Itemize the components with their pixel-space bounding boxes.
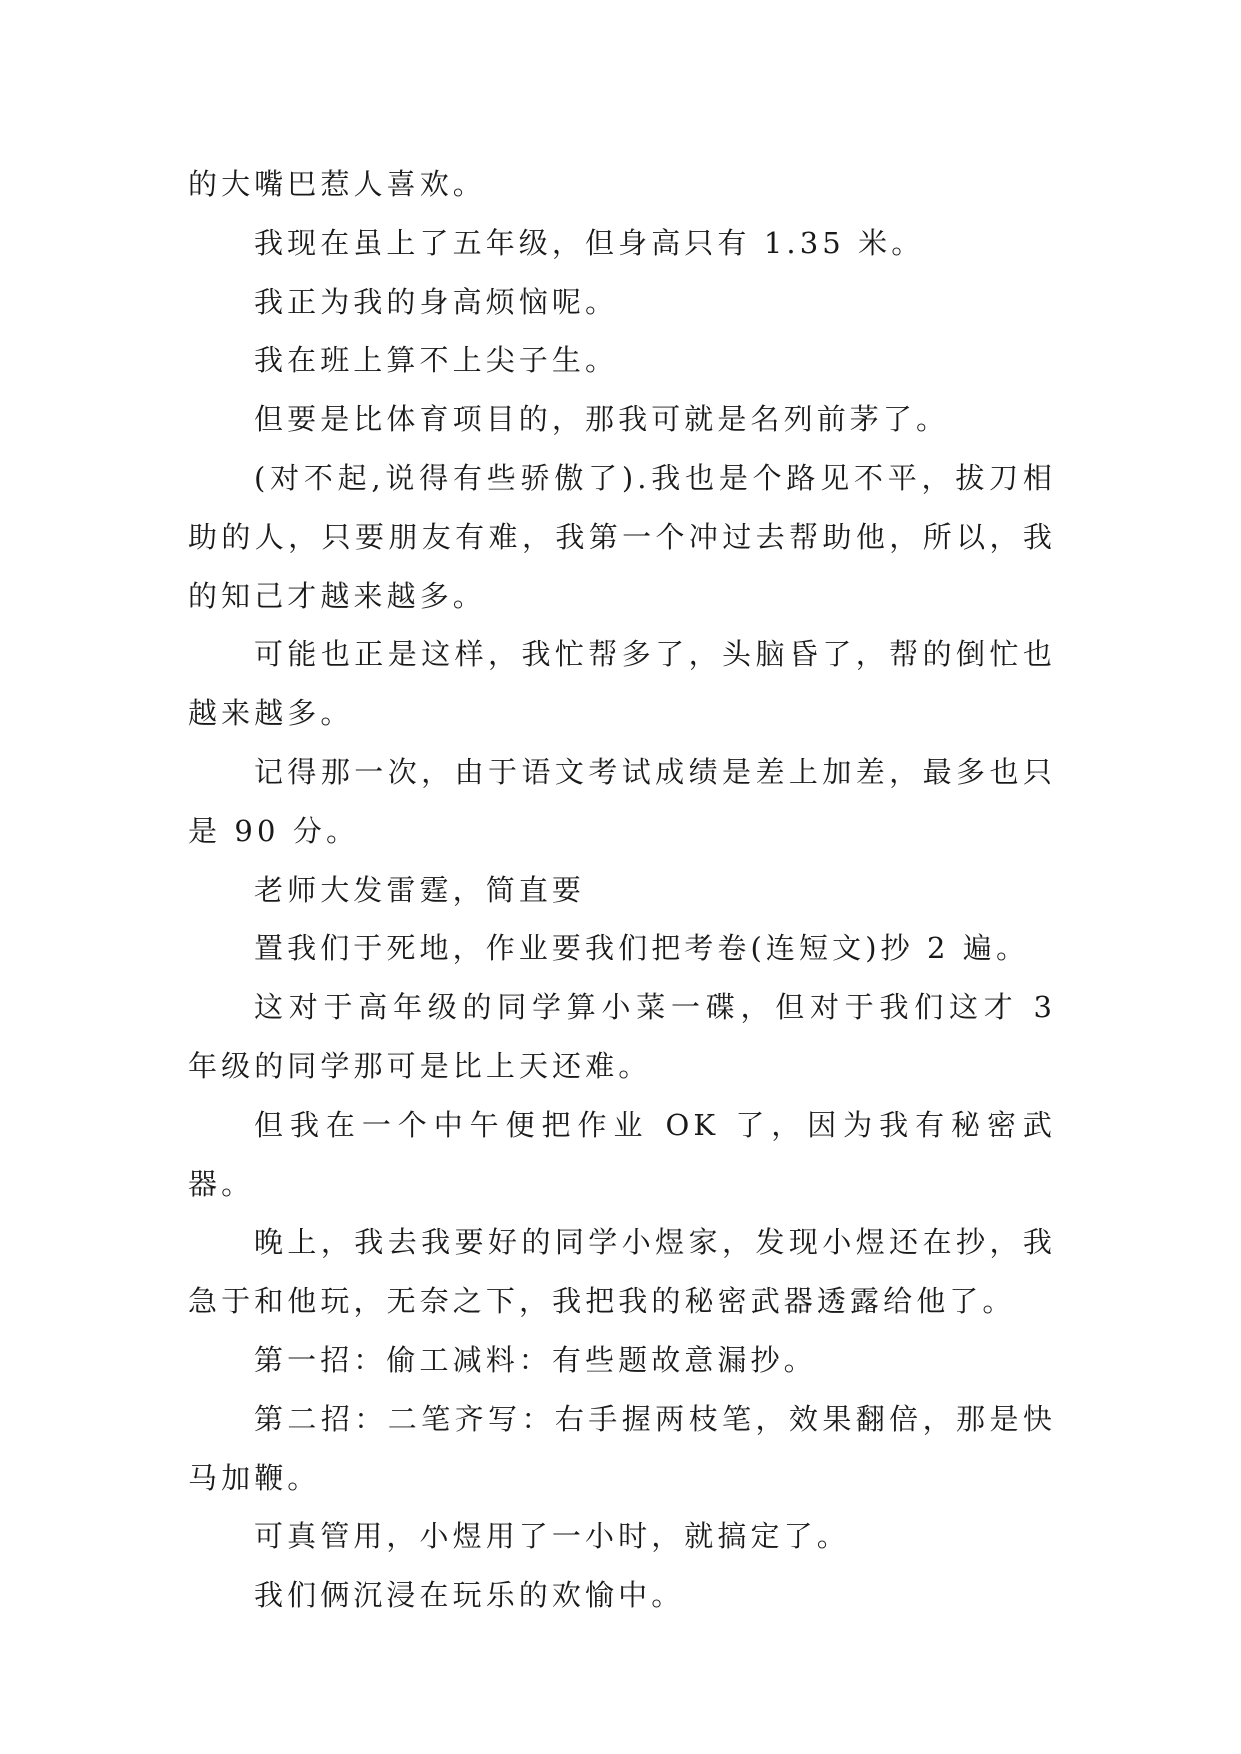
- paragraph: 我正为我的身高烦恼呢。: [254, 284, 619, 319]
- paragraph: 置我们于死地，作业要我们把考卷(连短文)抄 2 遍。: [254, 931, 1030, 966]
- paragraph: 的大嘴巴惹人喜欢。: [188, 167, 486, 201]
- paragraph: 我们俩沉浸在玩乐的欢愉中。: [254, 1578, 685, 1613]
- paragraph: 第二招：二笔齐写：右手握两枝笔，效果翻倍，那是快马加鞭。: [188, 1401, 1056, 1495]
- body-text: [188, 155, 1056, 1625]
- paragraph: 第一招：偷工减料：有些题故意漏抄。: [254, 1342, 817, 1377]
- paragraph: 记得那一次，由于语文考试成绩是差上加差，最多也只是 90 分。: [188, 754, 1056, 848]
- paragraph: (对不起,说得有些骄傲了).我也是个路见不平，拔刀相助的人，只要朋友有难，我第一个冲过去帮助他，所以，我的知己才越来越多。: [188, 460, 1056, 613]
- paragraph: 我在班上算不上尖子生。: [254, 343, 619, 378]
- paragraph: 这对于高年级的同学算小菜一碟，但对于我们这才 3 年级的同学那可是比上天还难。: [188, 990, 1056, 1083]
- paragraph: 但要是比体育项目的，那我可就是名列前茅了。: [254, 402, 950, 437]
- paragraph: 但我在一个中午便把作业 OK 了，因为我有秘密武器。: [188, 1107, 1056, 1201]
- paragraph: 我现在虽上了五年级，但身高只有 1.35 米。: [254, 225, 925, 260]
- paragraph: 晚上，我去我要好的同学小煜家，发现小煜还在抄，我急于和他玩，无奈之下，我把我的秘密武器透露给他了。: [188, 1225, 1056, 1319]
- paragraph: 可真管用，小煜用了一小时，就搞定了。: [254, 1519, 850, 1554]
- paragraph: 可能也正是这样，我忙帮多了，头脑昏了，帮的倒忙也越来越多。: [188, 637, 1056, 731]
- paragraph: 老师大发雷霆，简直要: [254, 872, 586, 907]
